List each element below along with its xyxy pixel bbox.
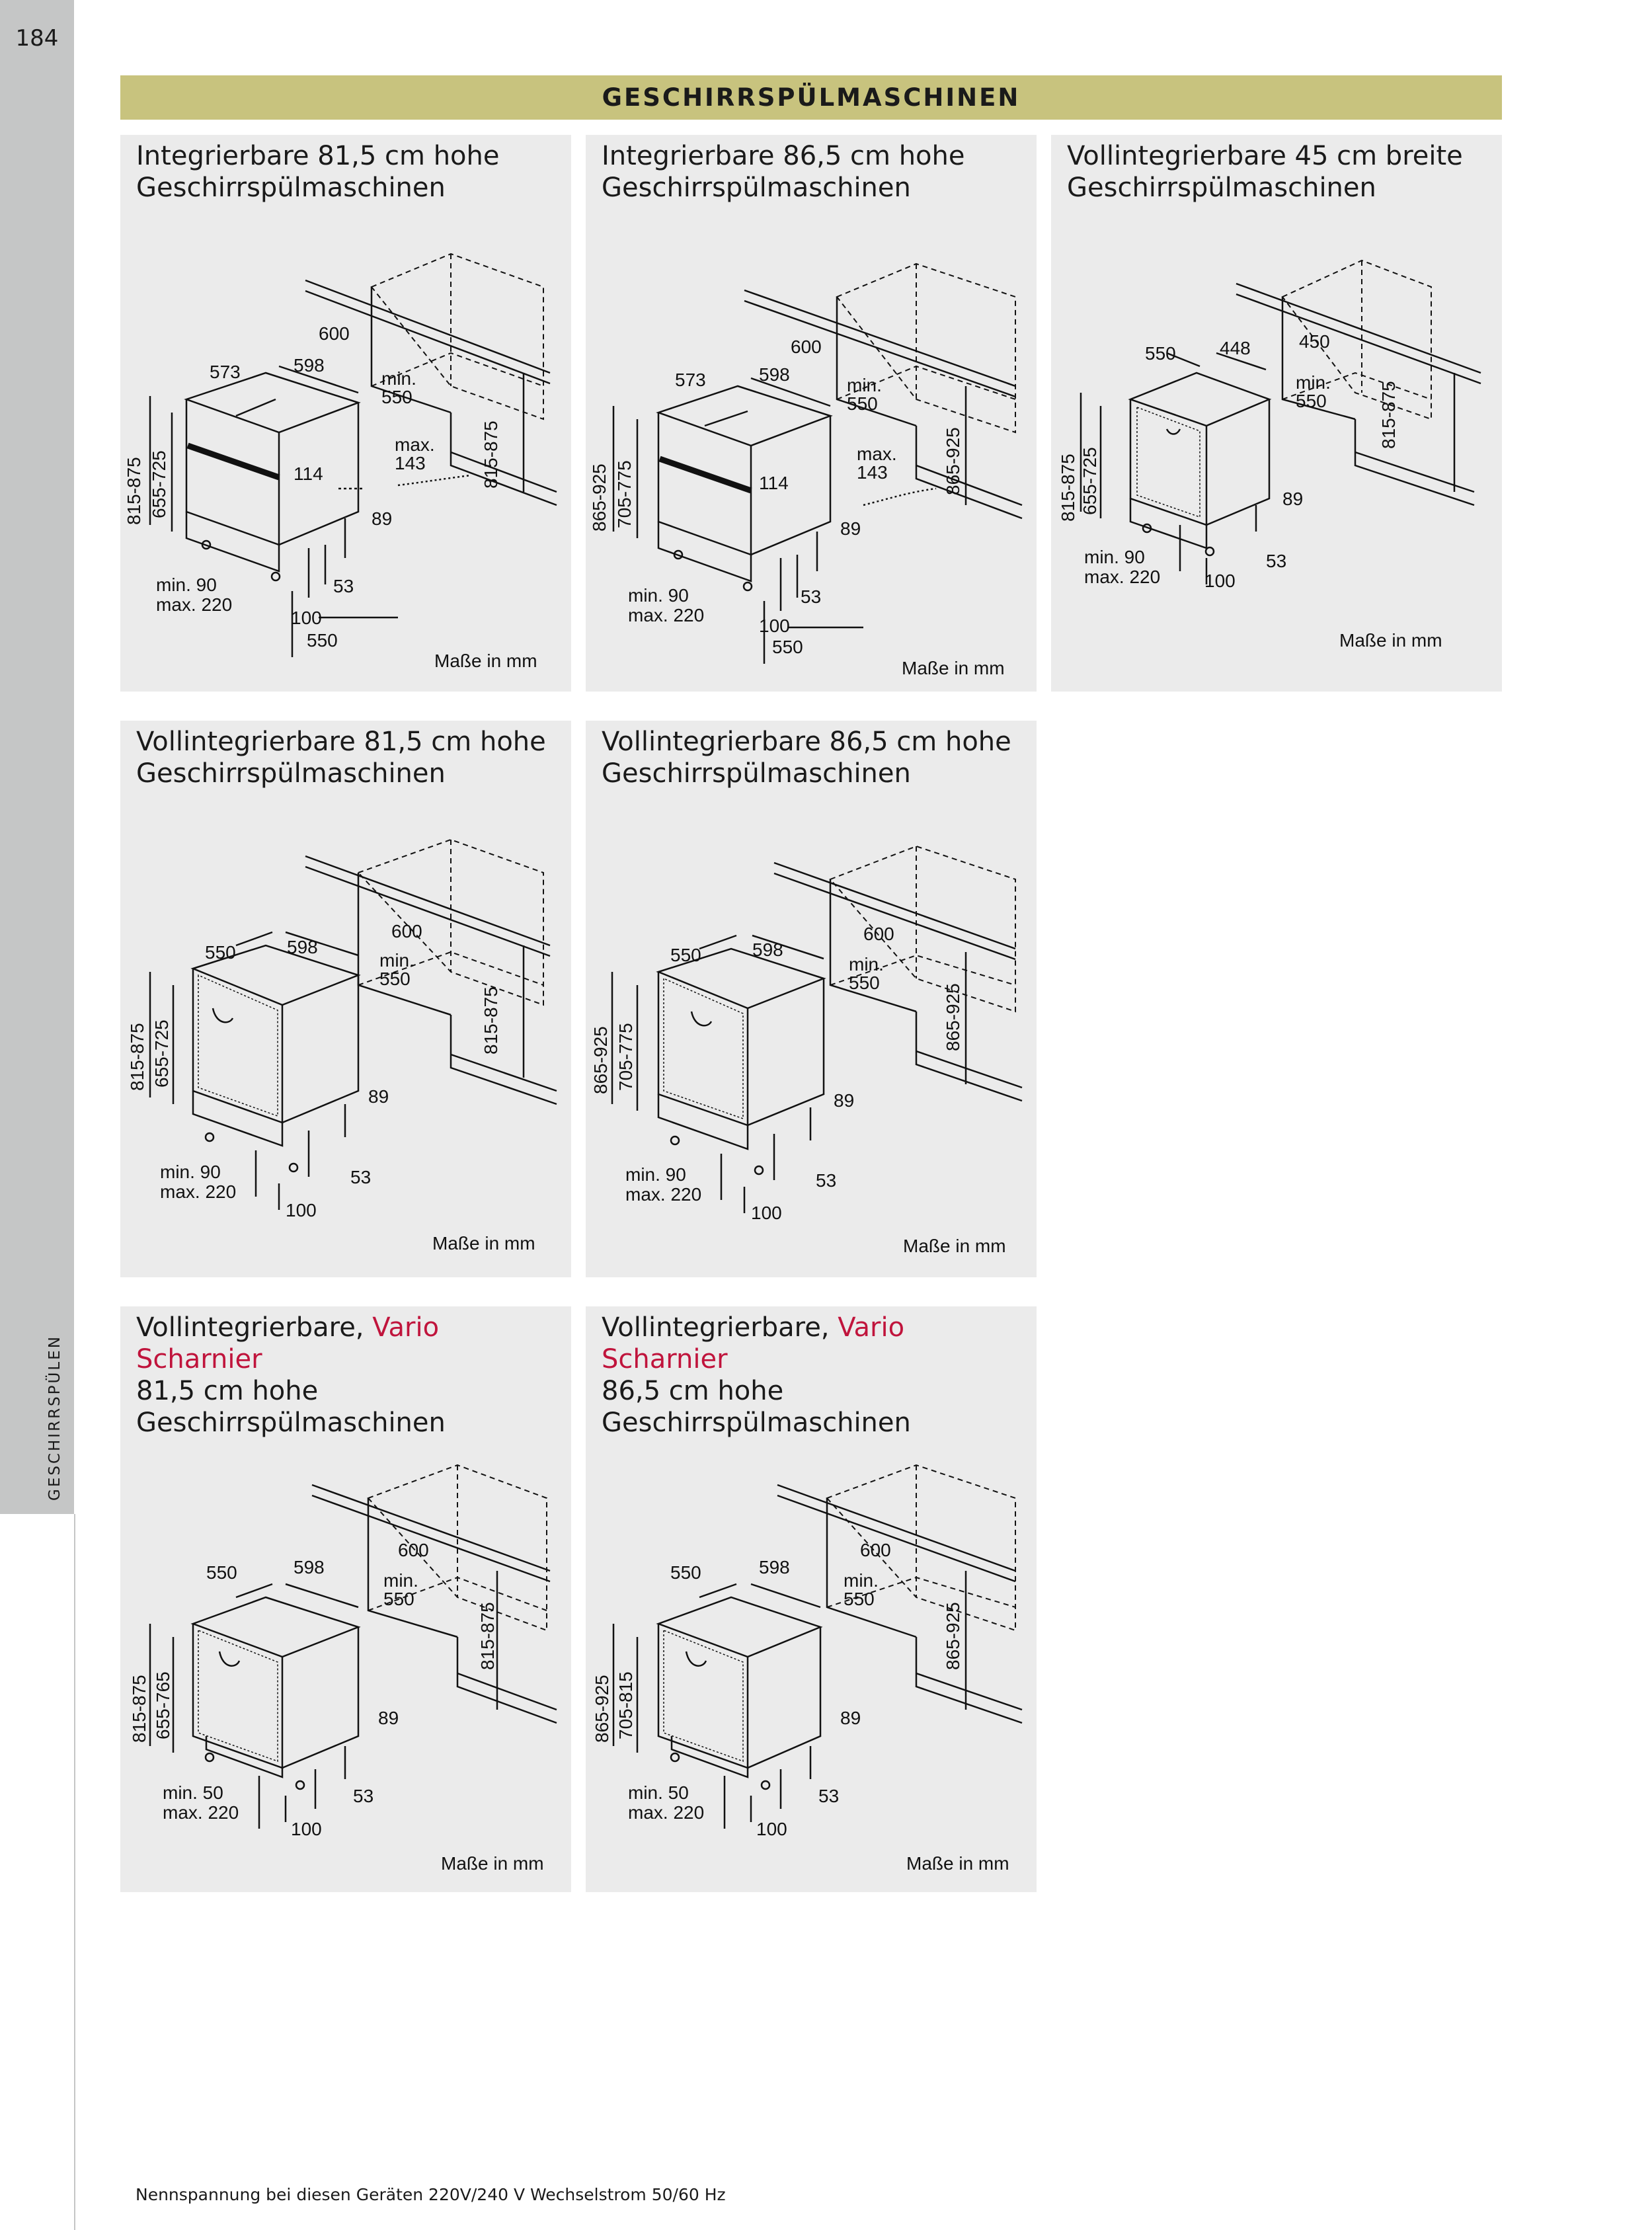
dim-max-220: max. 220 <box>628 605 705 625</box>
dim-100: 100 <box>756 1819 787 1839</box>
dim-depth: 550 <box>206 1562 237 1583</box>
section-header <box>120 75 1502 120</box>
panel-title-prefix: Vollintegrierbare, <box>136 1312 373 1343</box>
panel-title-line1: Integrierbare 86,5 cm hohe <box>602 141 965 171</box>
panel-title-line3: Geschirrspülmaschinen <box>136 1408 446 1438</box>
dim-100: 100 <box>1204 571 1236 591</box>
dim-min-label: min. <box>383 1570 418 1591</box>
dim-width: 448 <box>1220 338 1251 358</box>
dim-foot: 53 <box>801 586 822 607</box>
dim-depth: 573 <box>210 362 241 382</box>
dim-height-inner: 655-725 <box>151 1019 172 1088</box>
panel-title-line1: Integrierbare 81,5 cm hohe <box>136 141 500 171</box>
panel-title-line2: 86,5 cm hohe <box>602 1376 784 1406</box>
dim-height-total: 815-875 <box>1058 454 1078 522</box>
dim-plinth: 89 <box>372 508 393 529</box>
sidebar <box>0 0 74 1514</box>
dim-height-total: 815-875 <box>124 457 144 525</box>
installation-diagram <box>586 721 1037 1277</box>
sidebar-section-label: GESCHIRRSPÜLEN <box>46 1335 63 1501</box>
dim-max-value: 143 <box>395 453 426 473</box>
dim-niche-height: 865-925 <box>943 427 963 495</box>
panel-vollintegrierbare-815 <box>120 721 571 1277</box>
dim-100: 100 <box>291 608 322 628</box>
dim-depth: 550 <box>1145 343 1176 364</box>
dim-min-value: 550 <box>844 1589 875 1609</box>
dim-foot: 53 <box>350 1167 372 1187</box>
dim-min-50: min. 50 <box>628 1782 689 1803</box>
units-label: Maße in mm <box>1339 630 1442 651</box>
units-label: Maße in mm <box>434 651 537 671</box>
dim-plinth: 89 <box>368 1086 389 1107</box>
panel-title-line2: Geschirrspülmaschinen <box>136 173 446 203</box>
dim-min-label: min. <box>379 950 414 971</box>
dim-niche-width: 600 <box>791 337 822 357</box>
dim-width: 598 <box>752 939 783 960</box>
units-label: Maße in mm <box>441 1853 544 1874</box>
sidebar-line <box>74 1514 75 2230</box>
panel-vollintegrierbare-865 <box>586 721 1037 1277</box>
dim-niche-width: 600 <box>398 1540 429 1560</box>
dim-depth: 573 <box>675 370 706 390</box>
dim-panel-height: 114 <box>759 473 789 493</box>
dim-100: 100 <box>759 616 790 636</box>
dim-min-90: min. 90 <box>625 1164 686 1185</box>
dim-max-220: max. 220 <box>160 1181 237 1202</box>
installation-diagram <box>586 1306 1037 1892</box>
dim-plinth: 89 <box>378 1708 399 1728</box>
dim-foot: 53 <box>353 1786 374 1806</box>
dim-max-label: max. <box>395 434 435 455</box>
footnote: Nennspannung bei diesen Geräten 220V/240 V Wechselstrom 50/60 Hz <box>136 2185 726 2204</box>
dim-height-total: 815-875 <box>129 1675 149 1743</box>
dim-min-label: min. <box>847 375 882 395</box>
panel-title-line1: Vollintegrierbare 81,5 cm hohe <box>136 727 546 757</box>
dim-max-220: max. 220 <box>625 1184 702 1205</box>
panel-title-line1: Vollintegrierbare 86,5 cm hohe <box>602 727 1011 757</box>
installation-diagram <box>120 135 571 692</box>
dim-depth: 550 <box>205 942 236 963</box>
dim-min-value: 550 <box>379 969 411 989</box>
dim-width: 598 <box>759 1557 790 1577</box>
dim-niche-width: 600 <box>860 1540 891 1560</box>
dim-max-label: max. <box>857 444 897 464</box>
panel-title-line2: Geschirrspülmaschinen <box>1067 173 1376 203</box>
dim-max-220: max. 220 <box>1084 567 1161 587</box>
installation-diagram <box>120 1306 571 1892</box>
dim-min-label: min. <box>844 1570 879 1591</box>
units-label: Maße in mm <box>906 1853 1009 1874</box>
dim-width: 598 <box>294 355 325 376</box>
dim-plinth: 89 <box>840 518 861 539</box>
panel-vario-865 <box>586 1306 1037 1892</box>
dim-height-inner: 705-775 <box>614 460 635 528</box>
units-label: Maße in mm <box>903 1236 1006 1256</box>
dim-100: 100 <box>291 1819 322 1839</box>
dim-min-value: 550 <box>849 973 880 993</box>
dim-width: 598 <box>287 937 318 957</box>
dim-depth: 550 <box>670 945 701 965</box>
dim-width: 598 <box>759 364 790 385</box>
dim-plinth: 89 <box>840 1708 861 1728</box>
dim-min-90: min. 90 <box>160 1162 221 1182</box>
dim-height-inner: 655-725 <box>149 450 169 518</box>
page-number: 184 <box>15 25 59 52</box>
dim-height-total: 865-925 <box>590 1026 611 1094</box>
installation-diagram <box>586 135 1037 692</box>
dim-550: 550 <box>307 630 338 651</box>
dim-height-total: 815-875 <box>127 1023 147 1091</box>
dim-niche-height: 815-875 <box>481 420 501 489</box>
dim-min-value: 550 <box>1296 391 1327 411</box>
dim-height-inner: 655-765 <box>153 1671 173 1739</box>
dim-plinth: 89 <box>834 1090 855 1111</box>
dim-width: 598 <box>294 1557 325 1577</box>
dim-height-inner: 655-725 <box>1080 447 1100 515</box>
dim-foot: 53 <box>816 1170 837 1191</box>
dim-height-inner: 705-775 <box>615 1023 636 1091</box>
dim-height-total: 865-925 <box>592 1675 612 1743</box>
dim-height-total: 865-925 <box>589 463 610 532</box>
panel-vollintegrierbare-45 <box>1051 135 1502 692</box>
dim-min-90: min. 90 <box>628 585 689 606</box>
units-label: Maße in mm <box>432 1233 535 1254</box>
dim-niche-width: 600 <box>319 323 350 344</box>
dim-min-value: 550 <box>381 387 413 407</box>
dim-niche-width: 600 <box>863 924 894 944</box>
dim-max-220: max. 220 <box>163 1802 239 1823</box>
dim-niche-height: 815-875 <box>1378 381 1399 449</box>
panel-title-accent: Vario Scharnier <box>602 1312 905 1374</box>
dim-min-50: min. 50 <box>163 1782 223 1803</box>
panel-title-line2: Geschirrspülmaschinen <box>136 758 446 789</box>
dim-min-label: min. <box>381 368 416 389</box>
dim-max-220: max. 220 <box>628 1802 705 1823</box>
dim-niche-height: 865-925 <box>943 1602 963 1670</box>
panel-title-line2: Geschirrspülmaschinen <box>602 758 911 789</box>
panel-integrierbare-815 <box>120 135 571 692</box>
dim-min-value: 550 <box>847 393 878 414</box>
dim-min-90: min. 90 <box>156 575 217 595</box>
dim-100: 100 <box>751 1203 782 1223</box>
panel-title-accent: Vario Scharnier <box>136 1312 440 1374</box>
dim-niche-width: 600 <box>391 921 422 941</box>
panel-title-line1: Vollintegrierbare 45 cm breite <box>1067 141 1463 171</box>
section-title: GESCHIRRSPÜLMASCHINEN <box>602 83 1021 112</box>
panel-title-line2: Geschirrspülmaschinen <box>602 173 911 203</box>
dim-min-label: min. <box>1296 372 1331 393</box>
dim-100: 100 <box>286 1200 317 1220</box>
units-label: Maße in mm <box>902 658 1005 678</box>
dim-min-90: min. 90 <box>1084 547 1145 567</box>
installation-diagram <box>120 721 571 1277</box>
dim-max-220: max. 220 <box>156 594 233 615</box>
dim-min-value: 550 <box>383 1589 414 1609</box>
panel-integrierbare-865 <box>586 135 1037 692</box>
panel-title-prefix: Vollintegrierbare, <box>602 1312 838 1343</box>
panel-title-line3: Geschirrspülmaschinen <box>602 1408 911 1438</box>
dim-height-inner: 705-815 <box>615 1671 636 1739</box>
dim-niche-height: 815-875 <box>477 1602 498 1670</box>
dim-niche-height: 865-925 <box>943 983 963 1051</box>
panel-title-line2: 81,5 cm hohe <box>136 1376 319 1406</box>
dim-foot: 53 <box>818 1786 840 1806</box>
dim-foot: 53 <box>1266 551 1287 571</box>
dim-min-label: min. <box>849 954 884 975</box>
dim-panel-height: 114 <box>294 463 323 484</box>
installation-diagram <box>1051 135 1502 692</box>
dim-550: 550 <box>772 637 803 657</box>
dim-plinth: 89 <box>1282 489 1304 509</box>
panel-vario-815 <box>120 1306 571 1892</box>
dim-depth: 550 <box>670 1562 701 1583</box>
dim-niche-height: 815-875 <box>481 986 501 1055</box>
dim-niche-width: 450 <box>1299 331 1330 352</box>
dim-foot: 53 <box>333 576 354 596</box>
dim-max-value: 143 <box>857 462 888 483</box>
